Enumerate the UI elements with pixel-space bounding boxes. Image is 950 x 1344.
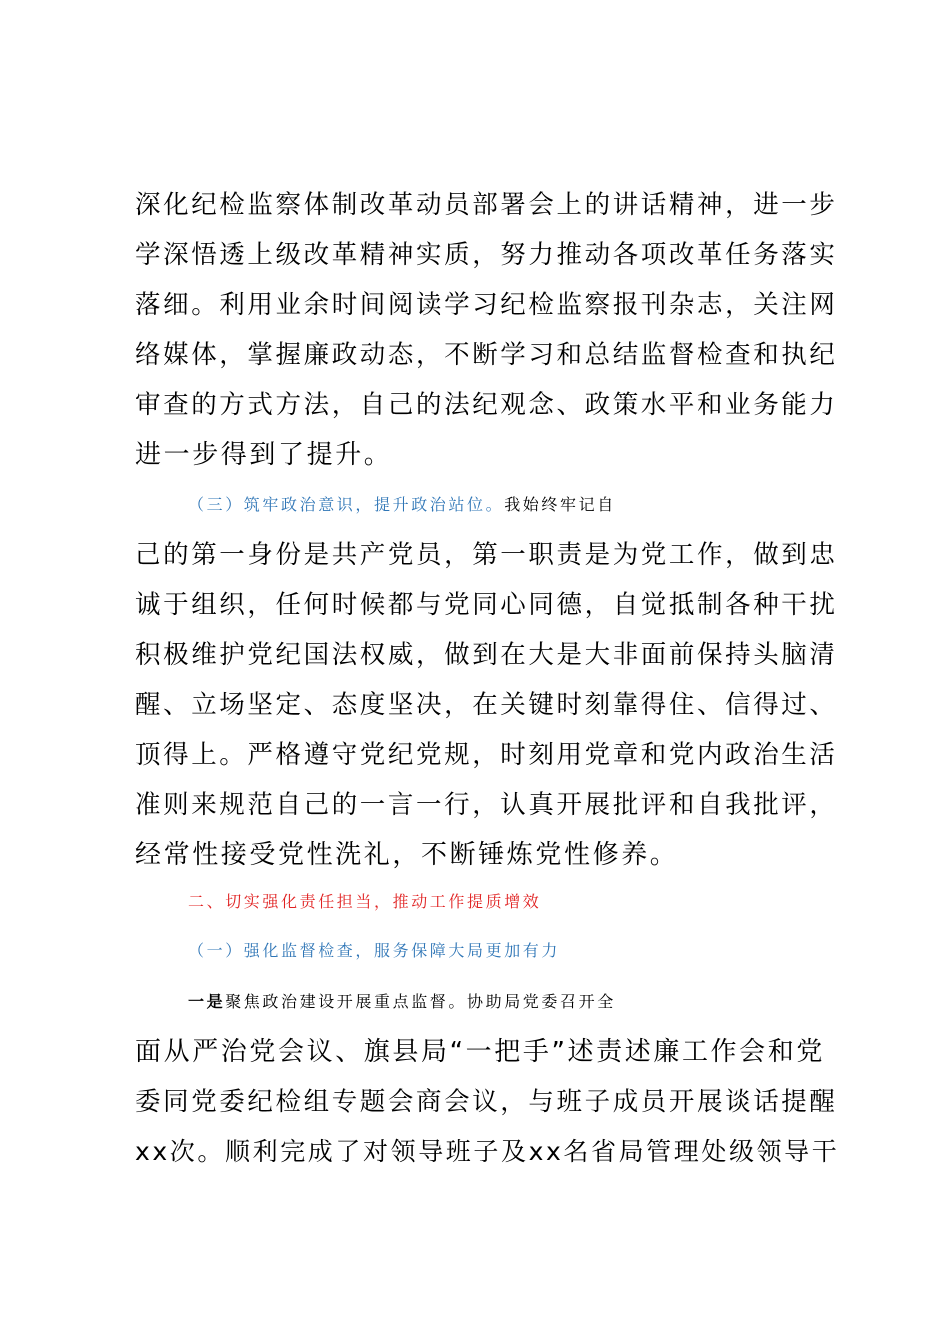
paragraph-line: 络媒体，掌握廉政动态，不断学习和总结监督检查和执纪 bbox=[135, 340, 838, 370]
paragraph-line: 学深悟透上级改革精神实质，努力推动各项改革任务落实 bbox=[135, 240, 838, 270]
item1-lead: 一是 bbox=[188, 992, 226, 1011]
paragraph-line: 诚于组织，任何时候都与党同心同德，自觉抵制各种干扰 bbox=[135, 590, 838, 620]
paragraph-line: 深化纪检监察体制改革动员部署会上的讲话精神，进一步 bbox=[135, 190, 838, 220]
part2-heading: 二、切实强化责任担当，推动工作提质增效 bbox=[188, 892, 542, 911]
paragraph-line: 审查的方式方法，自己的法纪观念、政策水平和业务能力 bbox=[135, 390, 838, 420]
paragraph-line: 经常性接受党性洗礼，不断锤炼党性修养。 bbox=[135, 840, 679, 870]
paragraph-line: 醒、立场坚定、态度坚决，在关键时刻靠得住、信得过、 bbox=[135, 690, 838, 720]
paragraph-line: 准则来规范自己的一言一行，认真开展批评和自我批评， bbox=[135, 790, 838, 820]
item1-first-line bbox=[188, 977, 888, 1027]
subsection1-heading: （一）强化监督检查，服务保障大局更加有力 bbox=[188, 941, 561, 960]
paragraph-line: 积极维护党纪国法权威，做到在大是大非面前保持头脑清 bbox=[135, 640, 838, 670]
paragraph-line: 落细。利用业余时间阅读学习纪检监察报刊杂志，关注网 bbox=[135, 290, 838, 320]
paragraph-line: 委同党委纪检组专题会商会议，与班子成员开展谈话提醒 bbox=[135, 1087, 838, 1117]
section3-first-line bbox=[188, 480, 888, 530]
paragraph-line: 进一步得到了提升。 bbox=[135, 440, 393, 470]
paragraph-line: 己的第一身份是共产党员，第一职责是为党工作，做到忠 bbox=[135, 540, 838, 570]
paragraph-line: 顶得上。严格遵守党纪党规，时刻用党章和党内政治生活 bbox=[135, 740, 838, 770]
paragraph-line: xx次。顺利完成了对领导班子及xx名省局管理处级领导干 bbox=[135, 1137, 840, 1166]
section3-first-line-rest: 我始终牢记自 bbox=[504, 495, 616, 514]
paragraph-line: 面从严治党会议、旗县局“一把手”述责述廉工作会和党 bbox=[135, 1037, 825, 1067]
section3-heading: （三）筑牢政治意识，提升政治站位。 bbox=[188, 495, 505, 514]
item1-first-line-rest: 聚焦政治建设开展重点监督。协助局党委召开全 bbox=[225, 992, 616, 1011]
